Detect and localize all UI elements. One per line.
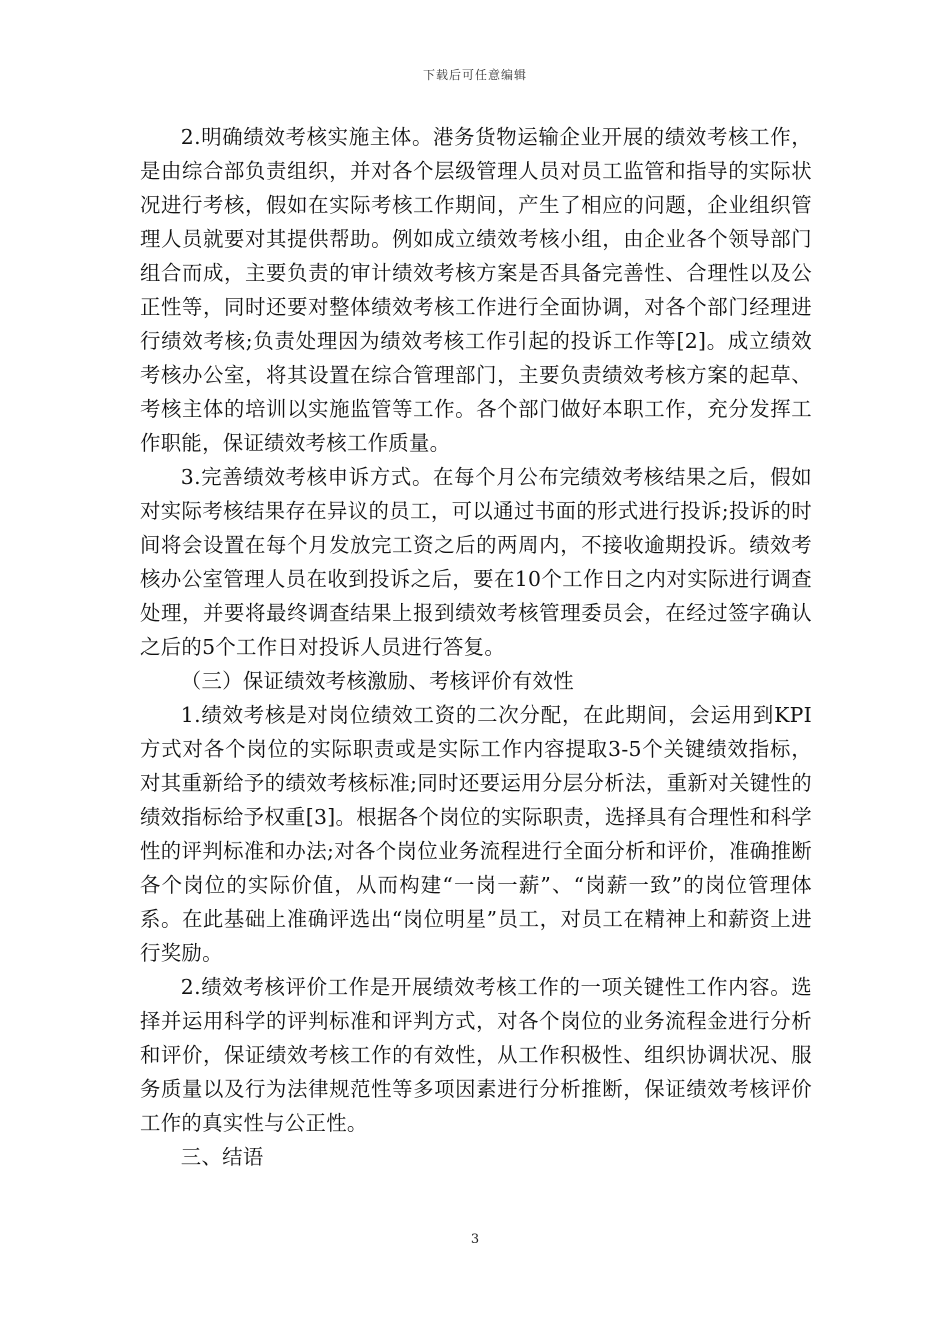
paragraph-kpi-distribution: 1.绩效考核是对岗位绩效工资的二次分配，在此期间，会运用到KPI方式对各个岗位的实际职责或是实际工作内容提取3-5个关键绩效指标，对其重新给予的绩效考核标准;同时还要运用分层分析法，重新对关键性的绩效指标给予权重[3]。根据各个岗位的实际职责，选择具有合理性和科学性的评判标准和办法;对各个岗位业务流程进行全面分析和评价，准确推断各个岗位的实际价值，从而构建“一岗一薪”、“岗薪一致”的岗位管理体系。在此基础上准确评选出“岗位明星”员工，对员工在精神上和薪资上进行奖励。 xyxy=(140,703,812,965)
page-number: 3 xyxy=(470,1232,480,1247)
document-body xyxy=(140,120,812,1174)
page-header: 下载后可任意编辑 xyxy=(422,68,527,82)
section-heading-conclusion: 三、结语 xyxy=(180,1145,264,1169)
paragraph-evaluation-work: 2.绩效考核评价工作是开展绩效考核工作的一项关键性工作内容。选择并运用科学的评判标准和评判方式，对各个岗位的业务流程金进行分析和评价，保证绩效考核工作的有效性，从工作积极性、组织协调状况、服务质量以及行为法律规范性等多项因素进行分析推断，保证绩效考核评价工作的真实性与公正性。 xyxy=(140,975,812,1135)
paragraph-appeal-method: 3.完善绩效考核申诉方式。在每个月公布完绩效考核结果之后，假如对实际考核结果存在异议的员工，可以通过书面的形式进行投诉;投诉的时间将会设置在每个月发放完工资之后的两周内，不接收逾期投诉。绩效考核办公室管理人员在收到投诉之后，要在10个工作日之内对实际进行调查处理，并要将最终调查结果上报到绩效考核管理委员会，在经过签字确认之后的5个工作日对投诉人员进行答复。 xyxy=(140,465,812,659)
section-heading-effectiveness: （三）保证绩效考核激励、考核评价有效性 xyxy=(180,669,574,693)
paragraph-implementation-subject: 2.明确绩效考核实施主体。港务货物运输企业开展的绩效考核工作，是由综合部负责组织，并对各个层级管理人员对员工监管和指导的实际状况进行考核，假如在实际考核工作期间，产生了相应的问题，企业组织管理人员就要对其提供帮助。例如成立绩效考核小组，由企业各个领导部门组合而成，主要负责的审计绩效考核方案是否具备完善性、合理性以及公正性等，同时还要对整体绩效考核工作进行全面协调，对各个部门经理进行绩效考核;负责处理因为绩效考核工作引起的投诉工作等[2]。成立绩效考核办公室，将其设置在综合管理部门，主要负责绩效考核方案的起草、考核主体的培训以实施监管等工作。各个部门做好本职工作，充分发挥工作职能，保证绩效考核工作质量。 xyxy=(140,125,812,455)
